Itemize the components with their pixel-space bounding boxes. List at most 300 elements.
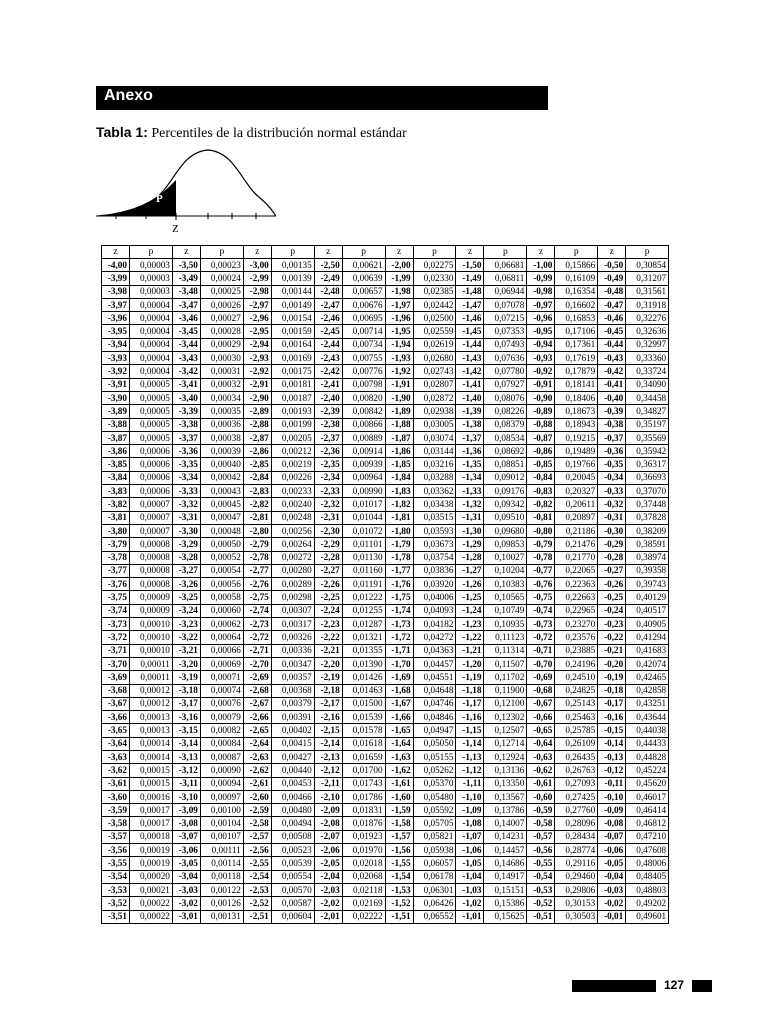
p-cell: 0,00014 — [130, 737, 173, 750]
p-cell: 0,00005 — [130, 391, 173, 404]
z-cell: -2,53 — [243, 883, 271, 896]
z-cell: -0,66 — [527, 711, 555, 724]
table-row — [102, 883, 669, 896]
z-cell: -3,99 — [102, 272, 130, 285]
p-cell: 0,08076 — [484, 391, 527, 404]
z-cell: -0,09 — [598, 804, 626, 817]
p-cell: 0,20897 — [555, 511, 598, 524]
z-cell: -1,56 — [385, 844, 413, 857]
z-cell: -3,02 — [172, 897, 200, 910]
z-cell: -0,49 — [598, 272, 626, 285]
z-cell: -1,84 — [385, 471, 413, 484]
z-cell: -3,50 — [172, 259, 200, 272]
p-cell: 0,00014 — [130, 750, 173, 763]
p-cell: 0,37070 — [626, 485, 669, 498]
z-cell: -3,79 — [102, 538, 130, 551]
z-cell: -0,94 — [527, 338, 555, 351]
z-cell: -0,37 — [598, 431, 626, 444]
p-cell: 0,05592 — [413, 804, 456, 817]
table-row — [102, 910, 669, 923]
z-cell: -2,77 — [243, 564, 271, 577]
caption-text: Percentiles de la distribución normal estándar — [151, 126, 407, 141]
z-cell: -3,30 — [172, 524, 200, 537]
z-cell: -0,68 — [527, 684, 555, 697]
p-cell: 0,06681 — [484, 259, 527, 272]
table-row — [102, 551, 669, 564]
percentile-table — [101, 245, 669, 924]
p-cell: 0,00135 — [271, 259, 314, 272]
p-cell: 0,00336 — [271, 644, 314, 657]
p-cell: 0,00466 — [271, 790, 314, 803]
p-cell: 0,17619 — [555, 352, 598, 365]
z-cell: -1,35 — [456, 458, 484, 471]
p-cell: 0,10935 — [484, 618, 527, 631]
table-row — [102, 524, 669, 537]
table-row — [102, 405, 669, 418]
p-cell: 0,04457 — [413, 657, 456, 670]
z-cell: -1,17 — [456, 697, 484, 710]
z-cell: -2,89 — [243, 405, 271, 418]
z-cell: -2,52 — [243, 897, 271, 910]
p-cell: 0,03593 — [413, 524, 456, 537]
z-cell: -0,51 — [527, 910, 555, 923]
p-cell: 0,23270 — [555, 618, 598, 631]
p-cell: 0,04648 — [413, 684, 456, 697]
z-cell: -2,94 — [243, 338, 271, 351]
p-cell: 0,21476 — [555, 538, 598, 551]
z-cell: -3,46 — [172, 312, 200, 325]
z-cell: -3,01 — [172, 910, 200, 923]
table-row — [102, 870, 669, 883]
p-cell: 0,14686 — [484, 857, 527, 870]
p-cell: 0,00004 — [130, 352, 173, 365]
z-cell: -3,55 — [102, 857, 130, 870]
p-cell: 0,00012 — [130, 697, 173, 710]
p-cell: 0,46414 — [626, 804, 669, 817]
z-cell: -1,36 — [456, 445, 484, 458]
p-cell: 0,38974 — [626, 551, 669, 564]
p-cell: 0,20327 — [555, 485, 598, 498]
p-cell: 0,03216 — [413, 458, 456, 471]
z-cell: -2,15 — [314, 724, 342, 737]
z-cell: -0,62 — [527, 764, 555, 777]
p-cell: 0,01539 — [342, 711, 385, 724]
z-cell: -2,17 — [314, 697, 342, 710]
p-cell: 0,02807 — [413, 378, 456, 391]
z-cell: -3,88 — [102, 418, 130, 431]
z-cell: -3,22 — [172, 631, 200, 644]
z-cell: -1,74 — [385, 604, 413, 617]
z-cell: -2,96 — [243, 312, 271, 325]
header-p: p — [484, 246, 527, 259]
z-cell: -3,07 — [172, 830, 200, 843]
p-cell: 0,37448 — [626, 498, 669, 511]
z-cell: -1,54 — [385, 870, 413, 883]
p-cell: 0,00964 — [342, 471, 385, 484]
table-row — [102, 618, 669, 631]
table-row — [102, 737, 669, 750]
z-cell: -1,67 — [385, 697, 413, 710]
z-cell: -3,19 — [172, 671, 200, 684]
z-cell: -2,46 — [314, 312, 342, 325]
z-cell: -3,63 — [102, 750, 130, 763]
z-cell: -0,15 — [598, 724, 626, 737]
p-cell: 0,01355 — [342, 644, 385, 657]
z-cell: -2,07 — [314, 830, 342, 843]
p-cell: 0,44828 — [626, 750, 669, 763]
p-cell: 0,49202 — [626, 897, 669, 910]
p-cell: 0,17106 — [555, 325, 598, 338]
p-cell: 0,47608 — [626, 844, 669, 857]
table-row — [102, 312, 669, 325]
p-cell: 0,00007 — [130, 498, 173, 511]
table-row — [102, 378, 669, 391]
table-row — [102, 697, 669, 710]
caption-label: Tabla 1: — [96, 124, 148, 140]
z-cell: -3,97 — [102, 298, 130, 311]
p-cell: 0,35569 — [626, 431, 669, 444]
z-cell: -2,50 — [314, 259, 342, 272]
p-cell: 0,28434 — [555, 830, 598, 843]
p-cell: 0,00015 — [130, 777, 173, 790]
p-cell: 0,00776 — [342, 365, 385, 378]
z-cell: -2,70 — [243, 657, 271, 670]
z-cell: -1,79 — [385, 538, 413, 551]
p-cell: 0,00034 — [200, 391, 243, 404]
table-row — [102, 538, 669, 551]
p-cell: 0,01426 — [342, 671, 385, 684]
p-cell: 0,00415 — [271, 737, 314, 750]
p-cell: 0,08379 — [484, 418, 527, 431]
p-cell: 0,00005 — [130, 405, 173, 418]
p-cell: 0,01618 — [342, 737, 385, 750]
p-cell: 0,48006 — [626, 857, 669, 870]
z-cell: -1,88 — [385, 418, 413, 431]
z-cell: -0,59 — [527, 804, 555, 817]
z-cell: -3,13 — [172, 750, 200, 763]
p-cell: 0,28774 — [555, 844, 598, 857]
p-cell: 0,25463 — [555, 711, 598, 724]
p-cell: 0,43251 — [626, 697, 669, 710]
p-cell: 0,04006 — [413, 591, 456, 604]
z-cell: -0,22 — [598, 631, 626, 644]
p-cell: 0,02118 — [342, 883, 385, 896]
z-cell: -0,18 — [598, 684, 626, 697]
p-cell: 0,01390 — [342, 657, 385, 670]
z-cell: -3,32 — [172, 498, 200, 511]
z-cell: -1,05 — [456, 857, 484, 870]
p-cell: 0,00094 — [200, 777, 243, 790]
z-cell: -0,95 — [527, 325, 555, 338]
z-cell: -1,52 — [385, 897, 413, 910]
section-header-bar — [96, 86, 548, 110]
z-cell: -3,93 — [102, 352, 130, 365]
z-cell: -1,64 — [385, 737, 413, 750]
p-cell: 0,00019 — [130, 857, 173, 870]
z-cell: -0,42 — [598, 365, 626, 378]
p-cell: 0,34827 — [626, 405, 669, 418]
z-cell: -1,89 — [385, 405, 413, 418]
table-row — [102, 338, 669, 351]
p-cell: 0,29116 — [555, 857, 598, 870]
z-cell: -1,00 — [527, 259, 555, 272]
z-cell: -3,94 — [102, 338, 130, 351]
p-cell: 0,07078 — [484, 298, 527, 311]
z-cell: -2,10 — [314, 790, 342, 803]
p-cell: 0,10749 — [484, 604, 527, 617]
p-cell: 0,00040 — [200, 458, 243, 471]
z-cell: -2,83 — [243, 485, 271, 498]
z-cell: -1,82 — [385, 498, 413, 511]
z-cell: -0,57 — [527, 830, 555, 843]
z-cell: -2,71 — [243, 644, 271, 657]
p-cell: 0,00111 — [200, 844, 243, 857]
p-cell: 0,01130 — [342, 551, 385, 564]
p-cell: 0,43644 — [626, 711, 669, 724]
p-cell: 0,11702 — [484, 671, 527, 684]
p-cell: 0,00026 — [200, 298, 243, 311]
z-cell: -3,27 — [172, 564, 200, 577]
z-cell: -3,37 — [172, 431, 200, 444]
z-cell: -2,54 — [243, 870, 271, 883]
z-cell: -0,55 — [527, 857, 555, 870]
z-cell: -2,58 — [243, 817, 271, 830]
z-cell: -3,04 — [172, 870, 200, 883]
p-cell: 0,00755 — [342, 352, 385, 365]
z-cell: -0,32 — [598, 498, 626, 511]
z-cell: -0,35 — [598, 458, 626, 471]
p-cell: 0,00676 — [342, 298, 385, 311]
z-cell: -3,89 — [102, 405, 130, 418]
p-cell: 0,36693 — [626, 471, 669, 484]
p-cell: 0,06057 — [413, 857, 456, 870]
z-cell: -3,24 — [172, 604, 200, 617]
p-cell: 0,00240 — [271, 498, 314, 511]
z-cell: -1,20 — [456, 657, 484, 670]
z-cell: -2,80 — [243, 524, 271, 537]
p-cell: 0,00523 — [271, 844, 314, 857]
z-cell: -1,31 — [456, 511, 484, 524]
p-cell: 0,15866 — [555, 259, 598, 272]
p-cell: 0,44038 — [626, 724, 669, 737]
z-cell: -0,44 — [598, 338, 626, 351]
z-cell: -0,13 — [598, 750, 626, 763]
p-cell: 0,00990 — [342, 485, 385, 498]
p-cell: 0,12302 — [484, 711, 527, 724]
z-cell: -1,08 — [456, 817, 484, 830]
z-cell: -3,86 — [102, 445, 130, 458]
p-cell: 0,01659 — [342, 750, 385, 763]
z-cell: -2,00 — [385, 259, 413, 272]
z-cell: -2,23 — [314, 618, 342, 631]
table-row — [102, 298, 669, 311]
z-cell: -0,88 — [527, 418, 555, 431]
p-cell: 0,42465 — [626, 671, 669, 684]
p-cell: 0,00139 — [271, 272, 314, 285]
p-cell: 0,46017 — [626, 790, 669, 803]
p-cell: 0,04551 — [413, 671, 456, 684]
z-cell: -0,27 — [598, 564, 626, 577]
p-cell: 0,17361 — [555, 338, 598, 351]
table-row — [102, 684, 669, 697]
p-cell: 0,01072 — [342, 524, 385, 537]
z-cell: -2,06 — [314, 844, 342, 857]
z-cell: -1,40 — [456, 391, 484, 404]
z-cell: -1,63 — [385, 750, 413, 763]
p-cell: 0,02938 — [413, 405, 456, 418]
p-cell: 0,01923 — [342, 830, 385, 843]
z-cell: -2,68 — [243, 684, 271, 697]
z-cell: -2,08 — [314, 817, 342, 830]
z-cell: -0,45 — [598, 325, 626, 338]
z-cell: -1,93 — [385, 352, 413, 365]
p-cell: 0,00079 — [200, 711, 243, 724]
z-cell: -1,73 — [385, 618, 413, 631]
p-cell: 0,05938 — [413, 844, 456, 857]
p-cell: 0,00069 — [200, 657, 243, 670]
z-cell: -1,49 — [456, 272, 484, 285]
z-cell: -3,26 — [172, 578, 200, 591]
z-cell: -0,72 — [527, 631, 555, 644]
z-cell: -0,82 — [527, 498, 555, 511]
z-cell: -0,05 — [598, 857, 626, 870]
table-row — [102, 830, 669, 843]
p-cell: 0,00657 — [342, 285, 385, 298]
p-cell: 0,00326 — [271, 631, 314, 644]
z-cell: -0,07 — [598, 830, 626, 843]
z-cell: -0,58 — [527, 817, 555, 830]
z-cell: -1,70 — [385, 657, 413, 670]
z-cell: -1,25 — [456, 591, 484, 604]
z-cell: -0,36 — [598, 445, 626, 458]
table-row — [102, 418, 669, 431]
p-cell: 0,42858 — [626, 684, 669, 697]
z-cell: -3,06 — [172, 844, 200, 857]
z-cell: -2,76 — [243, 578, 271, 591]
z-cell: -3,77 — [102, 564, 130, 577]
p-cell: 0,06552 — [413, 910, 456, 923]
z-cell: -0,90 — [527, 391, 555, 404]
z-cell: -2,05 — [314, 857, 342, 870]
p-cell: 0,15151 — [484, 883, 527, 896]
z-cell: -0,06 — [598, 844, 626, 857]
p-cell: 0,00289 — [271, 578, 314, 591]
p-cell: 0,00008 — [130, 538, 173, 551]
z-cell: -2,27 — [314, 564, 342, 577]
z-cell: -2,01 — [314, 910, 342, 923]
p-cell: 0,22363 — [555, 578, 598, 591]
p-cell: 0,00100 — [200, 804, 243, 817]
z-cell: -1,07 — [456, 830, 484, 843]
p-cell: 0,14457 — [484, 844, 527, 857]
z-cell: -0,02 — [598, 897, 626, 910]
p-cell: 0,01160 — [342, 564, 385, 577]
p-cell: 0,02872 — [413, 391, 456, 404]
z-cell: -1,58 — [385, 817, 413, 830]
z-cell: -3,49 — [172, 272, 200, 285]
z-cell: -2,64 — [243, 737, 271, 750]
p-cell: 0,00074 — [200, 684, 243, 697]
z-cell: -1,24 — [456, 604, 484, 617]
z-cell: -0,61 — [527, 777, 555, 790]
p-cell: 0,38209 — [626, 524, 669, 537]
z-cell: -1,92 — [385, 365, 413, 378]
z-cell: -0,52 — [527, 897, 555, 910]
p-cell: 0,07215 — [484, 312, 527, 325]
z-cell: -2,02 — [314, 897, 342, 910]
p-cell: 0,00007 — [130, 524, 173, 537]
p-cell: 0,01017 — [342, 498, 385, 511]
p-cell: 0,00639 — [342, 272, 385, 285]
p-cell: 0,31918 — [626, 298, 669, 311]
p-cell: 0,35197 — [626, 418, 669, 431]
p-cell: 0,00004 — [130, 365, 173, 378]
z-cell: -2,92 — [243, 365, 271, 378]
p-cell: 0,00035 — [200, 405, 243, 418]
p-cell: 0,04363 — [413, 644, 456, 657]
p-cell: 0,00004 — [130, 312, 173, 325]
z-cell: -0,40 — [598, 391, 626, 404]
p-cell: 0,04272 — [413, 631, 456, 644]
table-row — [102, 431, 669, 444]
z-cell: -3,85 — [102, 458, 130, 471]
p-cell: 0,23576 — [555, 631, 598, 644]
p-cell: 0,00006 — [130, 485, 173, 498]
p-cell: 0,00889 — [342, 431, 385, 444]
z-cell: -1,33 — [456, 485, 484, 498]
z-cell: -1,69 — [385, 671, 413, 684]
p-cell: 0,00097 — [200, 790, 243, 803]
p-cell: 0,30503 — [555, 910, 598, 923]
p-cell: 0,30153 — [555, 897, 598, 910]
p-cell: 0,00118 — [200, 870, 243, 883]
p-cell: 0,04846 — [413, 711, 456, 724]
p-cell: 0,35942 — [626, 445, 669, 458]
z-cell: -0,84 — [527, 471, 555, 484]
z-cell: -0,86 — [527, 445, 555, 458]
z-cell: -1,91 — [385, 378, 413, 391]
z-cell: -2,79 — [243, 538, 271, 551]
z-cell: -3,91 — [102, 378, 130, 391]
p-cell: 0,00604 — [271, 910, 314, 923]
p-cell: 0,00107 — [200, 830, 243, 843]
table-row — [102, 365, 669, 378]
z-cell: -3,74 — [102, 604, 130, 617]
p-cell: 0,05480 — [413, 790, 456, 803]
z-cell: -2,11 — [314, 777, 342, 790]
p-cell: 0,00006 — [130, 471, 173, 484]
p-cell: 0,00187 — [271, 391, 314, 404]
z-cell: -1,45 — [456, 325, 484, 338]
p-cell: 0,00084 — [200, 737, 243, 750]
p-cell: 0,26763 — [555, 764, 598, 777]
z-cell: -0,87 — [527, 431, 555, 444]
z-cell: -1,60 — [385, 790, 413, 803]
p-cell: 0,14917 — [484, 870, 527, 883]
z-cell: -1,97 — [385, 298, 413, 311]
p-cell: 0,19766 — [555, 458, 598, 471]
z-cell: -2,86 — [243, 445, 271, 458]
p-cell: 0,00062 — [200, 618, 243, 631]
p-cell: 0,00004 — [130, 338, 173, 351]
z-cell: -2,81 — [243, 511, 271, 524]
p-cell: 0,01222 — [342, 591, 385, 604]
z-cell: -0,11 — [598, 777, 626, 790]
p-cell: 0,01876 — [342, 817, 385, 830]
p-cell: 0,00494 — [271, 817, 314, 830]
p-cell: 0,21770 — [555, 551, 598, 564]
p-cell: 0,00023 — [200, 259, 243, 272]
